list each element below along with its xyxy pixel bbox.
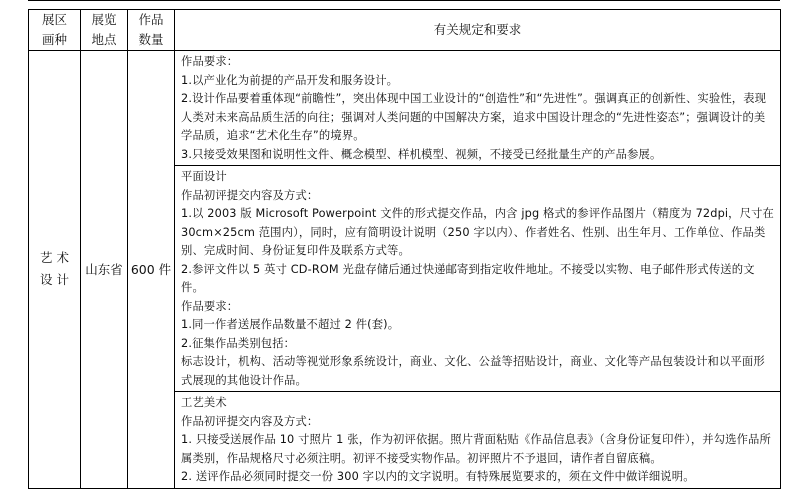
header-text: 地点 xyxy=(91,32,117,47)
section-line: 工艺美术 xyxy=(181,396,227,409)
table-header-row xyxy=(29,10,781,51)
section-line: 2.设计作品要着重体现“前瞻性”，突出体现中国工业设计的“创造性”和“先进性”。强调真正的创新性、实验性，表现人类对未来高品质生活的向往；强调对人类问题的中国解决方案，追求中国设计理念的“先进性姿态”；强调设计的美学品质，追求“艺术化生存”的境界。 xyxy=(181,92,767,142)
section-line: 标志设计，机构、活动等视觉形象系统设计，商业、文化、公益等招贴设计，商业、文化等产品包装设计和以平面形式展现的其他设计作品。 xyxy=(181,355,765,387)
section-product-design xyxy=(175,51,781,166)
section-line: 2. 送评作品必须同时提交一份 300 字以内的文字说明。有特殊展览要求的，须在文件中做详细说明。 xyxy=(181,470,695,483)
section-line: 1.以产业化为前提的产品开发和服务设计。 xyxy=(181,73,399,87)
section-graphic-design xyxy=(175,166,781,392)
category-text: 艺 术 xyxy=(40,250,69,266)
header-text: 作品 xyxy=(138,12,164,27)
section-line: 2.征集作品类别包括： xyxy=(181,336,296,350)
header-text: 展区 xyxy=(41,12,67,27)
category-text: 设 计 xyxy=(40,272,69,288)
header-text: 有关规定和要求 xyxy=(433,22,522,37)
header-exhibit-category xyxy=(29,10,81,51)
section-arts-crafts xyxy=(175,392,781,489)
section-line: 作品要求： xyxy=(181,55,239,68)
top-rule xyxy=(28,0,780,1)
table-row xyxy=(29,51,781,166)
section-line: 平面设计 xyxy=(181,170,227,183)
section-line: 作品要求： xyxy=(181,299,239,313)
header-exhibit-location xyxy=(81,10,128,51)
category-cell xyxy=(29,51,81,489)
header-text: 展览 xyxy=(91,12,117,27)
location-cell: 山东省 xyxy=(81,51,128,489)
header-quantity xyxy=(128,10,175,51)
section-line: 3.只接受效果图和说明性文件、概念模型、样机模型、视频，不接受已经批量生产的产品参展。 xyxy=(181,147,662,161)
section-line: 1.以 2003 版 Microsoft Powerpoint 文件的形式提交作品，内含 jpg 格式的参评作品图片（精度为 72dpi，尺寸在 30cm×25cm 范围内），同时，应有简明设计说明（250 字以内）、作者姓名、性别、出生年月、工作单位、作品类别、完成时间、身份证复印件及联系方式等。 xyxy=(181,207,774,257)
section-line: 2.参评文件以 5 英寸 CD-ROM 光盘存储后通过快递邮寄到指定收件地址。不接受以实物、电子邮件形式传送的文件。 xyxy=(181,262,755,294)
section-line: 作品初评提交内容及方式： xyxy=(181,188,319,202)
header-text: 数量 xyxy=(138,32,164,47)
section-line: 1.同一作者送展作品数量不超过 2 件(套)。 xyxy=(181,318,400,331)
header-requirements xyxy=(175,10,781,51)
header-text: 画种 xyxy=(41,32,67,47)
section-line: 1. 只接受送展作品 10 寸照片 1 张，作为初评依据。照片背面粘贴《作品信息表》（含身份证复印件），并勾选作品所属类别，作品规格尺寸必须注明。初评不接受实物作品。初评照片不予退回，请作者自留底稿。 xyxy=(181,433,771,465)
section-line: 作品初评提交内容及方式： xyxy=(181,414,319,428)
requirements-table xyxy=(28,9,781,489)
quantity-cell: 600 件 xyxy=(128,51,175,489)
